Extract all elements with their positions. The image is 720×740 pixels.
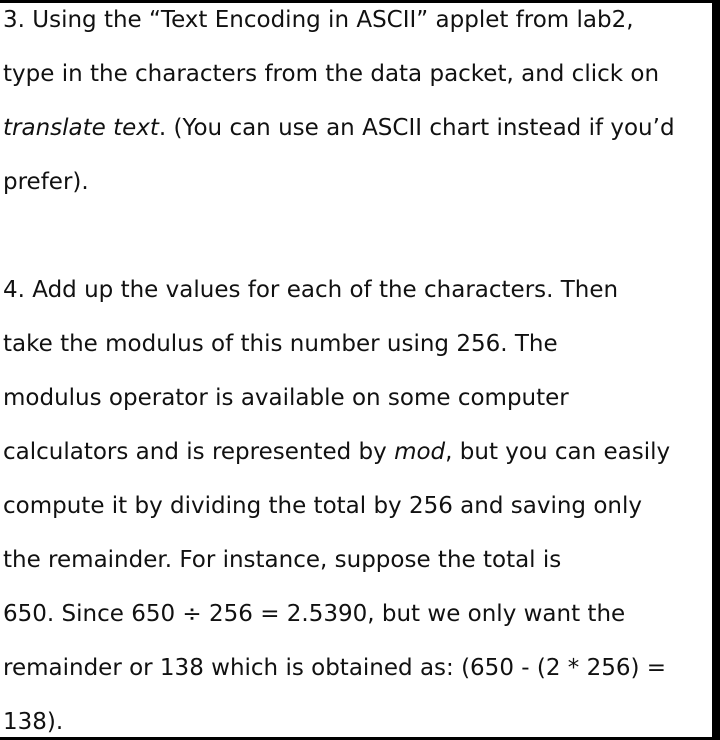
item4-line4-pre: calculators and is represented by xyxy=(3,439,395,465)
item4-line4-post: , but you can easily xyxy=(445,439,671,465)
item4-line1: 4. Add up the values for each of the characters. Then xyxy=(3,277,619,303)
item4-line5: compute it by dividing the total by 256 and saving only xyxy=(3,493,642,519)
item3-line1: 3. Using the “Text Encoding in ASCII” applet from lab2, xyxy=(3,7,634,33)
translate-text-term: translate text xyxy=(3,115,159,141)
item3-line3-rest: . (You can use an ASCII chart instead if you’d xyxy=(158,115,675,141)
item3-line2: type in the characters from the data packet, and click on xyxy=(3,61,660,87)
item4-line7: 650. Since 650 ÷ 256 = 2.5390, but we only want the xyxy=(3,601,626,627)
item4-line9: 138). xyxy=(3,709,64,735)
item4-line3: modulus operator is available on some computer xyxy=(3,385,569,411)
item3-line4: prefer). xyxy=(3,169,89,195)
item4-line4 xyxy=(3,437,670,467)
item3-line3 xyxy=(3,113,675,143)
item4-line2: take the modulus of this number using 256. The xyxy=(3,331,558,357)
item4-line6: the remainder. For instance, suppose the total is xyxy=(3,547,562,573)
item4-line8: remainder or 138 which is obtained as: (650 - (2 * 256) = xyxy=(3,655,667,681)
mod-term: mod xyxy=(394,439,446,465)
